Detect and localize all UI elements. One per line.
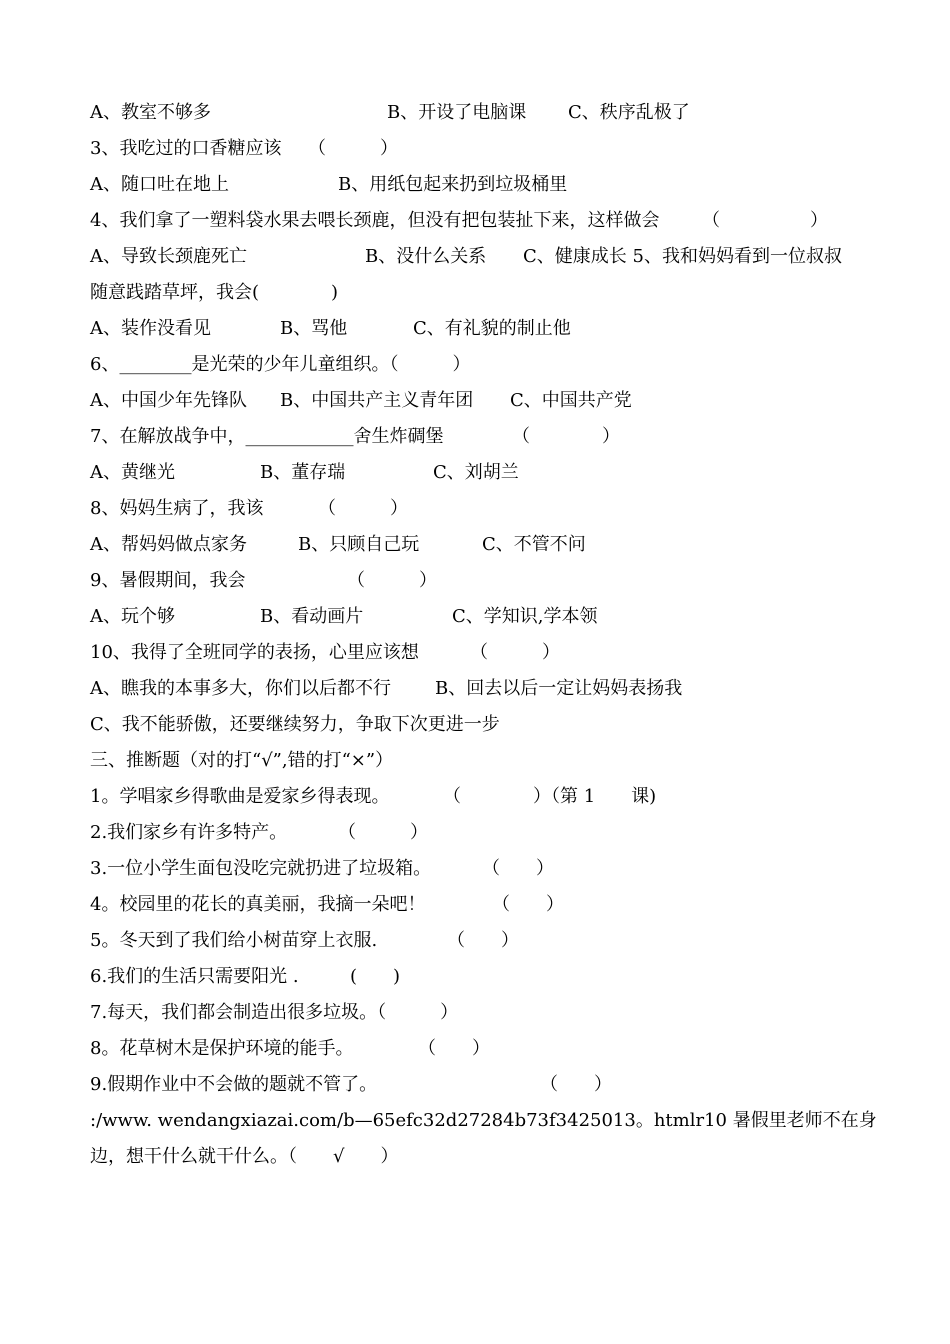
- question-text: 随意践踏草坪，我会( ): [90, 282, 339, 303]
- answer-blank: （ ）: [308, 138, 398, 159]
- statement-text: 6.我们的生活只需要阳光 .: [90, 966, 299, 987]
- statement-text: 1。学唱家乡得歌曲是爱家乡得表现。: [90, 786, 390, 807]
- option-c: C、中国共产党: [510, 390, 632, 411]
- option-c: C、不管不问: [482, 534, 586, 555]
- judgement-item: [90, 959, 870, 995]
- option-a: A、瞧我的本事多大，你们以后都不行: [90, 678, 391, 699]
- section-title: 三、推断题（对的打“√”,错的打“×”）: [90, 750, 394, 771]
- judgement-item: [90, 851, 870, 887]
- statement-text: 5。冬天到了我们给小树苗穿上衣服.: [90, 930, 378, 951]
- judgement-item: [90, 1067, 870, 1103]
- text-line: [90, 275, 870, 311]
- option-c: C、学知识,学本领: [452, 606, 598, 627]
- answer-blank: （ ）: [482, 858, 554, 879]
- judgement-item: [90, 1031, 870, 1067]
- option-a: A、导致长颈鹿死亡: [90, 246, 247, 267]
- statement-text: 4。校园里的花长的真美丽，我摘一朵吧！: [90, 894, 426, 915]
- question-text: 8、妈妈生病了，我该: [90, 498, 264, 519]
- option-b: B、看动画片: [260, 606, 364, 627]
- question-line: [90, 419, 870, 455]
- text-line: [90, 599, 870, 635]
- statement-text: 边，想干什么就干什么。（ √ ）: [90, 1146, 399, 1167]
- text-line: [90, 95, 870, 131]
- option-b: B、开设了电脑课: [387, 102, 527, 123]
- statement-text: 9.假期作业中不会做的题就不管了。: [90, 1074, 378, 1095]
- document-page: [90, 95, 877, 1175]
- option-b: B、没什么关系: [365, 246, 487, 267]
- answer-blank: （ ）: [418, 1038, 490, 1059]
- question-text: 10、我得了全班同学的表扬，心里应该想: [90, 642, 419, 663]
- text-line: [90, 383, 870, 419]
- answer-blank: （ ）: [318, 498, 408, 519]
- question-text: 6、________是光荣的少年儿童组织。（ ）: [90, 354, 471, 375]
- answer-blank: （ ）: [512, 426, 620, 447]
- answer-blank: （ ）: [492, 894, 564, 915]
- statement-text: 7.每天，我们都会制造出很多垃圾。（ ）: [90, 1002, 459, 1023]
- text-line: [90, 167, 870, 203]
- judgement-item: [90, 1103, 877, 1139]
- question-text: 9、暑假期间，我会: [90, 570, 246, 591]
- answer-blank: （ ）: [338, 822, 428, 843]
- option-a: A、教室不够多: [90, 102, 211, 123]
- answer-blank: （ ）: [702, 210, 828, 231]
- option-a: A、中国少年先锋队: [90, 390, 247, 411]
- judgement-item: [90, 779, 870, 815]
- question-line: [90, 635, 870, 671]
- answer-blank: （ ）: [347, 570, 437, 591]
- question-text: 3、我吃过的口香糖应该: [90, 138, 282, 159]
- option-a: A、玩个够: [90, 606, 175, 627]
- text-line: [90, 239, 870, 275]
- option-c: C、有礼貌的制止他: [413, 318, 571, 339]
- text-line: [90, 455, 870, 491]
- question-line: [90, 563, 870, 599]
- option-a: A、帮妈妈做点家务: [90, 534, 247, 555]
- statement-text: 2.我们家乡有许多特产。: [90, 822, 288, 843]
- judgement-item: [90, 815, 870, 851]
- question-line: [90, 491, 870, 527]
- question-text: 7、在解放战争中，____________舍生炸碉堡: [90, 426, 444, 447]
- option-a: A、装作没看见: [90, 318, 211, 339]
- judgement-item: [90, 995, 870, 1031]
- text-line: [90, 707, 870, 743]
- option-b: B、骂他: [280, 318, 348, 339]
- section-heading: [90, 743, 870, 779]
- judgement-item: [90, 923, 870, 959]
- text-line: [90, 311, 870, 347]
- statement-text: 3.一位小学生面包没吃完就扔进了垃圾箱。: [90, 858, 432, 879]
- option-b: B、用纸包起来扔到垃圾桶里: [338, 174, 568, 195]
- statement-text: :/www. wendangxiazai.com/b—65efc32d27284b73f3425013。htmlr10 暑假里老师不在身: [90, 1110, 877, 1131]
- option-b: B、只顾自己玩: [298, 534, 420, 555]
- answer-blank: （ ）: [540, 1074, 612, 1095]
- option-a: A、随口吐在地上: [90, 174, 229, 195]
- option-c: C、秩序乱极了: [568, 102, 690, 123]
- question-line: [90, 347, 870, 383]
- statement-text: 8。花草树木是保护环境的能手。: [90, 1038, 354, 1059]
- option-c: C、刘胡兰: [433, 462, 519, 483]
- option-b: B、回去以后一定让妈妈表扬我: [435, 678, 683, 699]
- option-b: B、董存瑞: [260, 462, 346, 483]
- judgement-item: [90, 887, 870, 923]
- answer-blank: （ ）（第 1 课): [443, 786, 657, 807]
- text-line: [90, 671, 870, 707]
- answer-blank: （ ）: [447, 930, 519, 951]
- option-a: A、黄继光: [90, 462, 175, 483]
- question-line: [90, 131, 870, 167]
- answer-blank: （ ）: [470, 642, 560, 663]
- answer-blank: ( ): [350, 966, 401, 987]
- option-c: C、健康成长 5、我和妈妈看到一位叔叔: [523, 246, 842, 267]
- option-c: C、我不能骄傲，还要继续努力，争取下次更进一步: [90, 714, 500, 735]
- option-b: B、中国共产主义青年团: [280, 390, 474, 411]
- text-line: [90, 527, 870, 563]
- question-line: [90, 203, 870, 239]
- question-text: 4、我们拿了一塑料袋水果去喂长颈鹿，但没有把包装扯下来，这样做会: [90, 210, 660, 231]
- judgement-item: [90, 1139, 870, 1175]
